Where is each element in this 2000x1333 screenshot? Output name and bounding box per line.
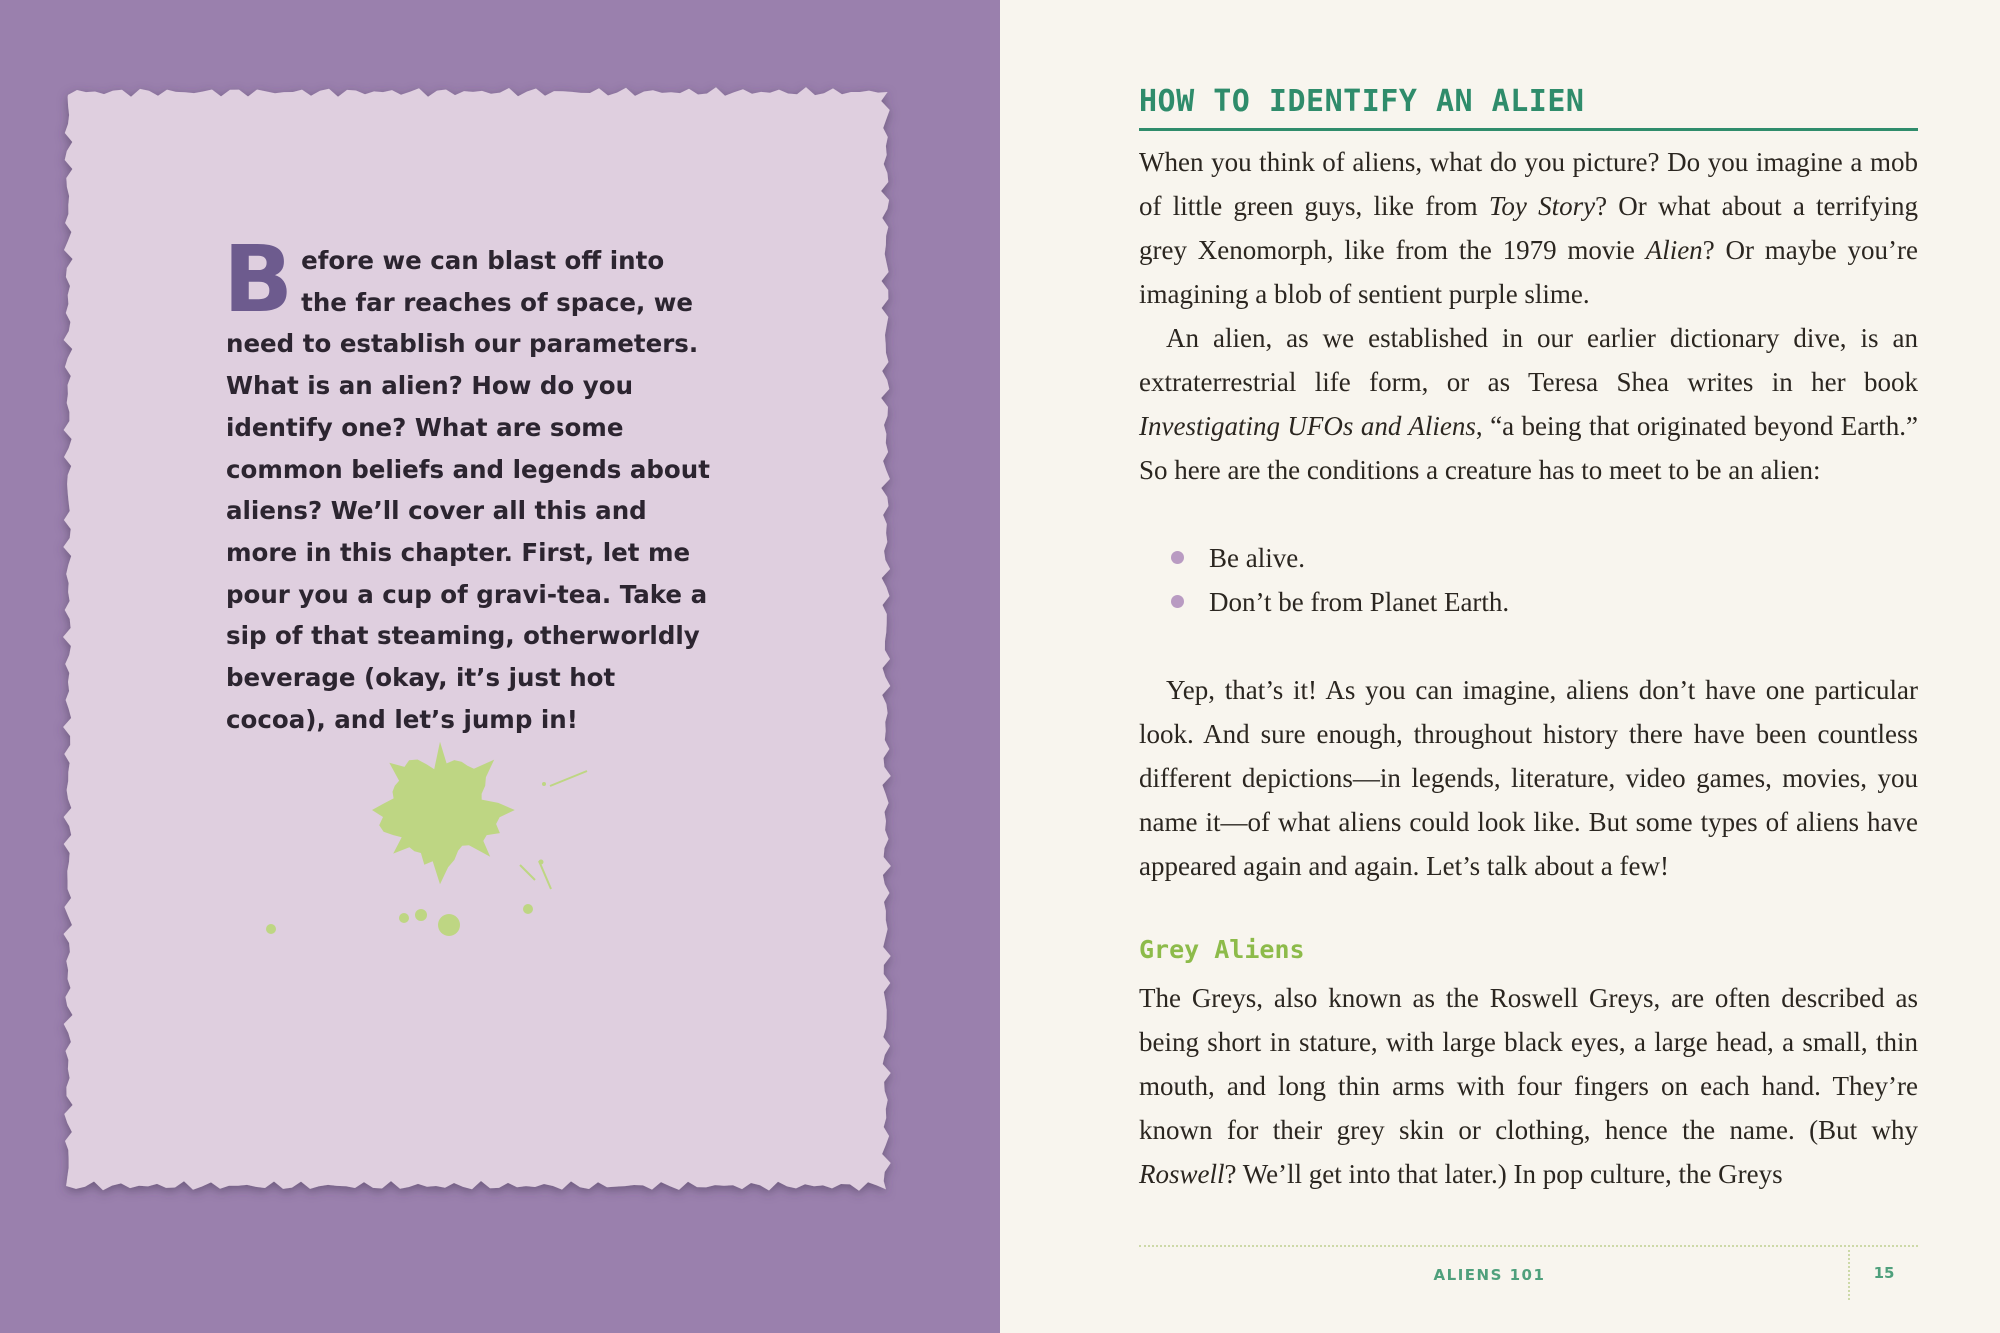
splatter-drop — [542, 782, 546, 786]
right-page — [1000, 0, 2000, 1333]
book-title: Investigating UFOs and Aliens — [1139, 411, 1476, 441]
conditions-list — [1139, 536, 1918, 624]
body-paragraph-3: Yep, that’s it! As you can imagine, aliens don’t have one particular look. And sure enough, throughout history there have been countless different depictions—in legends, literature, video games, movies, you name it—of what aliens could look like. But some types of aliens have appeared again and again. Let’s talk about a few! — [1139, 675, 1918, 881]
text-run: ? Or maybe you’re imagining a blob of sentient purple slime. — [1139, 235, 1918, 309]
place-roswell: Roswell — [1139, 1159, 1225, 1189]
subheading-grey-aliens: Grey Aliens — [1139, 935, 1305, 964]
title-toy-story: Toy Story — [1488, 191, 1596, 221]
section-heading: HOW TO IDENTIFY AN ALIEN — [1139, 80, 1918, 131]
running-head: ALIENS 101 — [1433, 1266, 1546, 1284]
intro-paragraph — [223, 226, 716, 740]
bullet-dot-icon — [1171, 595, 1184, 608]
intro-text: efore we can blast off into the far reaches of space, we need to establish our parameters. What is an alien? How do you identify one? What are some common beliefs and legends about aliens? We’ll cover all this and more in this chapter. First, let me pour you a cup of gravi-tea. Take a sip of that steaming, otherworldly beverage (okay, it’s just hot cocoa), and let’s jump in! — [226, 246, 710, 734]
splatter-drop — [266, 924, 276, 934]
text-run: An alien, as we established in our earlier dictionary dive, is an extraterrestrial life form, or as Teresa Shea writes in her book — [1139, 323, 1918, 397]
text-run: ? Or what about a terrifying grey Xenomorph, like from the 1979 movie — [1139, 191, 1919, 265]
text-run: , “a being that originated beyond Earth.” So here are the conditions a creature has to meet to be an alien: — [1139, 411, 1919, 485]
body-paragraph-2 — [1139, 316, 1918, 492]
footer-rule — [1139, 1245, 1918, 1247]
footer-divider — [1848, 1250, 1850, 1300]
splatter-drop — [399, 913, 409, 923]
title-alien: Alien — [1645, 235, 1703, 265]
bullet-dot-icon — [1171, 551, 1184, 564]
list-item-text: Be alive. — [1209, 543, 1305, 573]
list-item — [1139, 580, 1918, 624]
page-number: 15 — [1873, 1264, 1895, 1282]
splatter-drop — [415, 909, 427, 921]
list-item-text: Don’t be from Planet Earth. — [1209, 587, 1510, 617]
text-run: The Greys, also known as the Roswell Greys, are often described as being short in stature, with large black eyes, a large head, a small, thin mouth, and long thin arms with four fingers on each hand. They’re known for their grey skin or clothing, hence the name. (But why — [1139, 983, 1918, 1145]
text-run: ? We’ll get into that later.) In pop culture, the Greys — [1224, 1159, 1783, 1189]
list-item — [1139, 536, 1918, 580]
drop-cap: B — [223, 226, 294, 333]
splatter-drop — [523, 904, 533, 914]
text-run: When you think of aliens, what do you picture? Do you imagine a mob of little green guys, like from — [1139, 147, 1918, 221]
body-paragraph-4 — [1139, 976, 1918, 1196]
splatter-drop — [438, 914, 460, 936]
body-paragraph-1 — [1139, 140, 1918, 316]
